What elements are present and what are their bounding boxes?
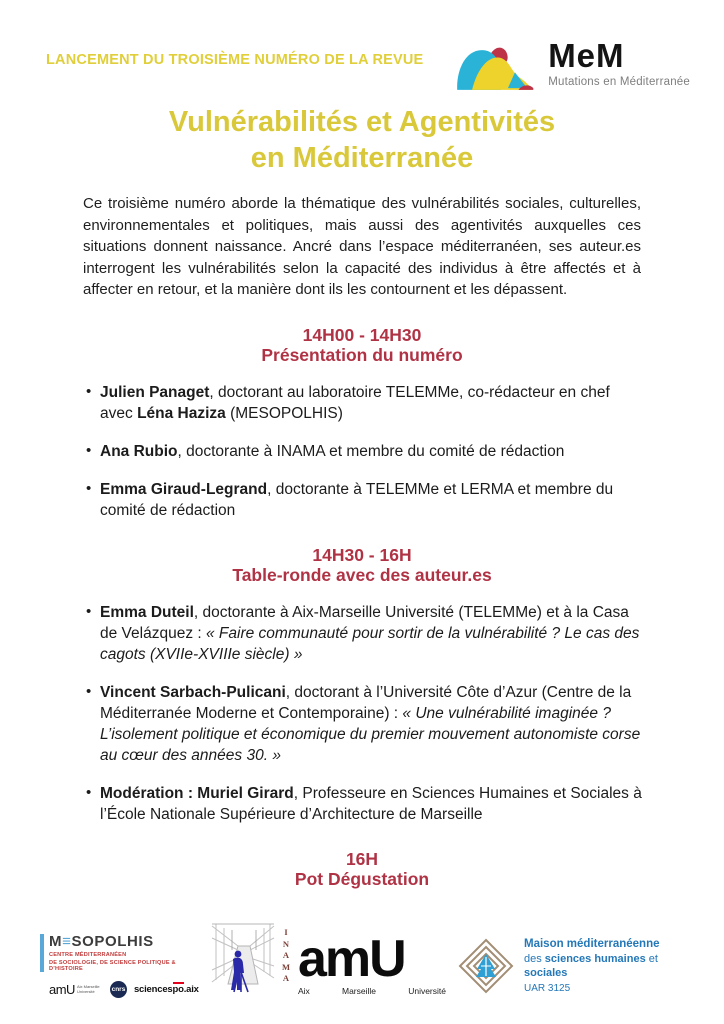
mesopolhis-bar-icon <box>40 934 44 972</box>
session-2-speaker-list <box>83 602 643 825</box>
session-1-title: Présentation du numéro <box>261 344 463 365</box>
mmsh-line1: Maison méditerranéenne <box>524 938 660 951</box>
session-table-ronde <box>0 545 724 825</box>
cnrs-logo: cnrs <box>110 981 127 998</box>
footer-logos <box>0 920 724 1012</box>
speaker-item: • Ana Rubio, doctorante à INAMA et membre du comité de rédaction <box>83 441 643 462</box>
session-3-title: Pot Dégustation <box>294 868 430 889</box>
amu-words: Aix Marseille Université <box>298 986 446 996</box>
inama-etching-icon <box>208 920 290 1012</box>
session-3-time: 16H <box>345 848 379 869</box>
session-1-header <box>0 325 724 365</box>
mesopolhis-wordmark-text <box>49 934 200 972</box>
speaker-item: • Emma Giraud-Legrand, doctorante à TELEMMe et LERMA et membre du comité de rédaction <box>83 479 643 521</box>
session-1-speaker-list <box>83 382 643 521</box>
kicker-text: LANCEMENT DU TROISIÈME NUMÉRO DE LA REVUE <box>46 52 424 68</box>
session-pot <box>0 849 724 889</box>
intro-paragraph: Ce troisième numéro aborde la thématique des vulnérabilités sociales, culturelles, environnementales et politiques, mais aussi des agentivités auxquelles ces situations donnent naissance. Ancré dans l’espace méditerranéen, ses auteur.es interrogent les vulnérabilités selon la capacité des individus à être affectés et à affecter en retour, et la manière dont ils les contournent et les dépassent. <box>83 195 641 299</box>
mem-mountains-icon <box>455 40 539 96</box>
session-2-time: 14H30 - 16H <box>312 544 412 565</box>
mmsh-diamond-icon <box>458 938 514 994</box>
speaker-item: • Julien Panaget, doctorant au laboratoire TELEMMe, co-rédacteur en chef avec Léna Haziza (MESOPOLHIS) <box>83 382 643 424</box>
session-1-time: 14H00 - 14H30 <box>302 324 422 345</box>
amu-small-logo: amU Aix Marseille Université <box>49 982 100 997</box>
mem-logo <box>455 37 690 96</box>
session-presentation <box>0 325 724 521</box>
mesopolhis-subtitle-1: CENTRE MÉDITERRANÉEN <box>49 952 127 958</box>
event-title <box>0 104 724 176</box>
mmsh-uar: UAR 3125 <box>524 982 571 994</box>
mem-logo-subtitle: Mutations en Méditerranée <box>548 76 690 88</box>
event-title-line1: Vulnérabilités et Agentivités <box>168 106 556 138</box>
header <box>0 0 724 96</box>
session-2-header <box>0 545 724 585</box>
mmsh-line2: des sciences humaines et sociales <box>524 952 658 980</box>
speaker-item: • Emma Duteil, doctorante à Aix-Marseille Université (TELEMMe) et à la Casa de Velázquez : « Faire communauté pour sortir de la vulnérabilité ? Le cas des cagots (XVIIe-XVIIIe siècle) » <box>83 602 643 665</box>
speaker-item: • Vincent Sarbach-Pulicani, doctorant à l’Université Côte d’Azur (Centre de la Méditerranée Moderne et Contemporaine) : « Une vulnérabilité imaginée ? L’isolement politique et économique du premier mouvement autonomiste corse au cœur des années 30. » <box>83 682 643 766</box>
mem-logo-name: MeM <box>548 37 625 74</box>
mmsh-text <box>524 937 694 995</box>
mem-logo-text <box>548 37 690 88</box>
mesopolhis-logo <box>40 934 200 998</box>
event-title-line2: en Méditerranée <box>250 142 474 174</box>
session-2-title: Table-ronde avec des auteur.es <box>232 564 492 585</box>
speaker-item: • Modération : Muriel Girard, Professeure en Sciences Humaines et Sociales à l’École Nationale Supérieure d’Architecture de Marseille <box>83 783 643 825</box>
mesopolhis-name: M≡SOPOLHIS <box>49 933 154 950</box>
amu-wordmark: amU <box>298 930 405 988</box>
amu-logo <box>298 930 450 996</box>
session-3-header <box>0 849 724 889</box>
mesopolhis-subtitle-2: DE SOCIOLOGIE, DE SCIENCE POLITIQUE & D’HISTOIRE <box>49 960 176 972</box>
sciencespo-aix-logo: sciencespo.aix <box>133 984 199 995</box>
mesopolhis-partners <box>40 981 200 998</box>
mmsh-logo <box>458 937 694 995</box>
mesopolhis-wordmark <box>40 934 200 972</box>
inama-logo <box>208 920 290 1012</box>
inama-letters: I N A M A <box>281 927 290 983</box>
